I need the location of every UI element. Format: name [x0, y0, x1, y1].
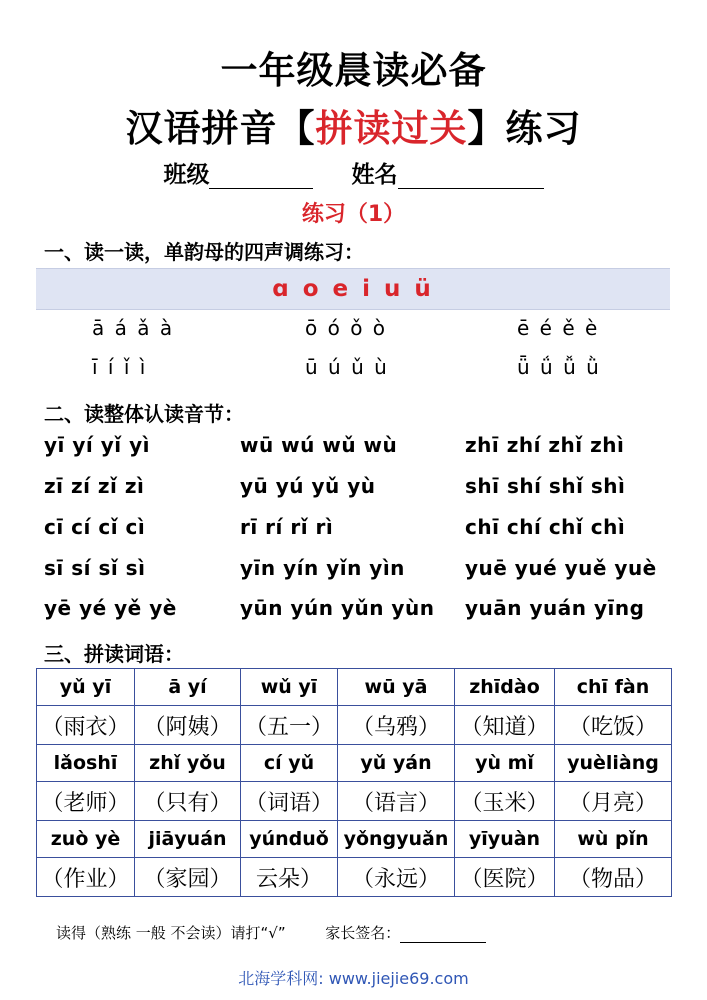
word-pinyin: ā yí: [135, 669, 241, 706]
main-title: 一年级晨读必备: [220, 49, 487, 92]
hanzi-row: [37, 706, 672, 745]
section2-heading: 二、读整体认读音节：: [44, 402, 244, 426]
pinyin-row: [37, 821, 672, 858]
word-pinyin: yǔ yī: [37, 669, 135, 706]
tone-group: ǖ ǘ ǚ ǜ: [517, 355, 601, 379]
word-hanzi: （雨衣）: [37, 706, 135, 745]
syllable-group: zhī zhí zhǐ zhì: [465, 433, 625, 457]
word-pinyin: yīyuàn: [455, 821, 555, 858]
syllable-group: yē yé yě yè: [44, 596, 177, 620]
section1-heading: 一、读一读，单韵母的四声调练习：: [44, 240, 364, 264]
word-pinyin: zhīdào: [455, 669, 555, 706]
vowel-band: ɑ o e i u ü: [36, 268, 670, 310]
word-pinyin: lǎoshī: [37, 745, 135, 782]
footer-line: [56, 922, 486, 943]
syllable-group: shī shí shǐ shì: [465, 474, 626, 498]
sub-title-prefix: 汉语拼音【: [125, 107, 316, 150]
word-hanzi: （作业）: [37, 858, 135, 897]
word-hanzi: （只有）: [135, 782, 241, 821]
word-hanzi: （乌鸦）: [338, 706, 455, 745]
parent-sign-label: 家长签名：: [325, 924, 401, 942]
sub-title-highlight: 拼读过关: [315, 107, 468, 150]
hanzi-row: [37, 858, 672, 897]
word-hanzi: （家园）: [135, 858, 241, 897]
syllable-group: zī zí zǐ zì: [44, 474, 145, 498]
word-pinyin: cí yǔ: [241, 745, 338, 782]
reading-instruction: 读得（熟练 一般 不会读）请打“√”: [56, 924, 286, 942]
word-pinyin: jiāyuán: [135, 821, 241, 858]
exercise-title: 练习（1）: [301, 202, 406, 227]
word-pinyin: yúnduǒ: [241, 821, 338, 858]
word-hanzi: （医院）: [455, 858, 555, 897]
word-pinyin: chī fàn: [555, 669, 672, 706]
class-name-line: [0, 156, 707, 189]
syllable-group: rī rí rǐ rì: [240, 515, 334, 539]
word-hanzi: （永远）: [338, 858, 455, 897]
word-table: [36, 668, 672, 897]
word-pinyin: wù pǐn: [555, 821, 672, 858]
word-pinyin: wǔ yī: [241, 669, 338, 706]
section3-heading: 三、拼读词语：: [44, 642, 184, 666]
syllable-group: cī cí cǐ cì: [44, 515, 146, 539]
syllable-group: yū yú yǔ yù: [240, 474, 376, 498]
syllable-group: wū wú wǔ wù: [240, 433, 398, 457]
tone-group: ī í ǐ ì: [92, 355, 148, 379]
word-hanzi: （知道）: [455, 706, 555, 745]
word-hanzi: （五一）: [241, 706, 338, 745]
sub-title: [0, 98, 707, 152]
word-pinyin: zhǐ yǒu: [135, 745, 241, 782]
name-blank: [398, 166, 544, 189]
word-hanzi: （物品）: [555, 858, 672, 897]
tone-group: ē é ě è: [517, 316, 600, 340]
pinyin-row: [37, 745, 672, 782]
syllable-group: yuān yuán yīng: [465, 596, 645, 620]
word-hanzi: 云朵）: [241, 858, 338, 897]
syllable-group: yuē yué yuě yuè: [465, 556, 657, 580]
class-label: 班级: [163, 162, 210, 188]
class-blank: [209, 166, 313, 189]
syllable-group: sī sí sǐ sì: [44, 556, 146, 580]
word-hanzi: （词语）: [241, 782, 338, 821]
parent-sign-blank: [400, 926, 486, 943]
sub-title-suffix: 】练习: [467, 107, 582, 150]
tone-group: ō ó ǒ ò: [305, 316, 388, 340]
name-label: 姓名: [351, 162, 398, 188]
syllable-group: yī yí yǐ yì: [44, 433, 150, 457]
syllable-group: yūn yún yǔn yùn: [240, 596, 435, 620]
word-pinyin: yuèliàng: [555, 745, 672, 782]
word-pinyin: wū yā: [338, 669, 455, 706]
word-pinyin: yǒngyuǎn: [338, 821, 455, 858]
word-pinyin: yù mǐ: [455, 745, 555, 782]
hanzi-row: [37, 782, 672, 821]
word-hanzi: （吃饭）: [555, 706, 672, 745]
word-hanzi: （玉米）: [455, 782, 555, 821]
word-hanzi: （老师）: [37, 782, 135, 821]
tone-group: ū ú ǔ ù: [305, 355, 389, 379]
syllable-group: yīn yín yǐn yìn: [240, 556, 405, 580]
word-hanzi: （月亮）: [555, 782, 672, 821]
word-hanzi: （阿姨）: [135, 706, 241, 745]
tone-group: ā á ǎ à: [92, 316, 175, 340]
word-hanzi: （语言）: [338, 782, 455, 821]
pinyin-row: [37, 669, 672, 706]
word-pinyin: yǔ yán: [338, 745, 455, 782]
website-watermark: 北海学科网: www.jiejie69.com: [238, 969, 469, 988]
word-pinyin: zuò yè: [37, 821, 135, 858]
syllable-group: chī chí chǐ chì: [465, 515, 626, 539]
